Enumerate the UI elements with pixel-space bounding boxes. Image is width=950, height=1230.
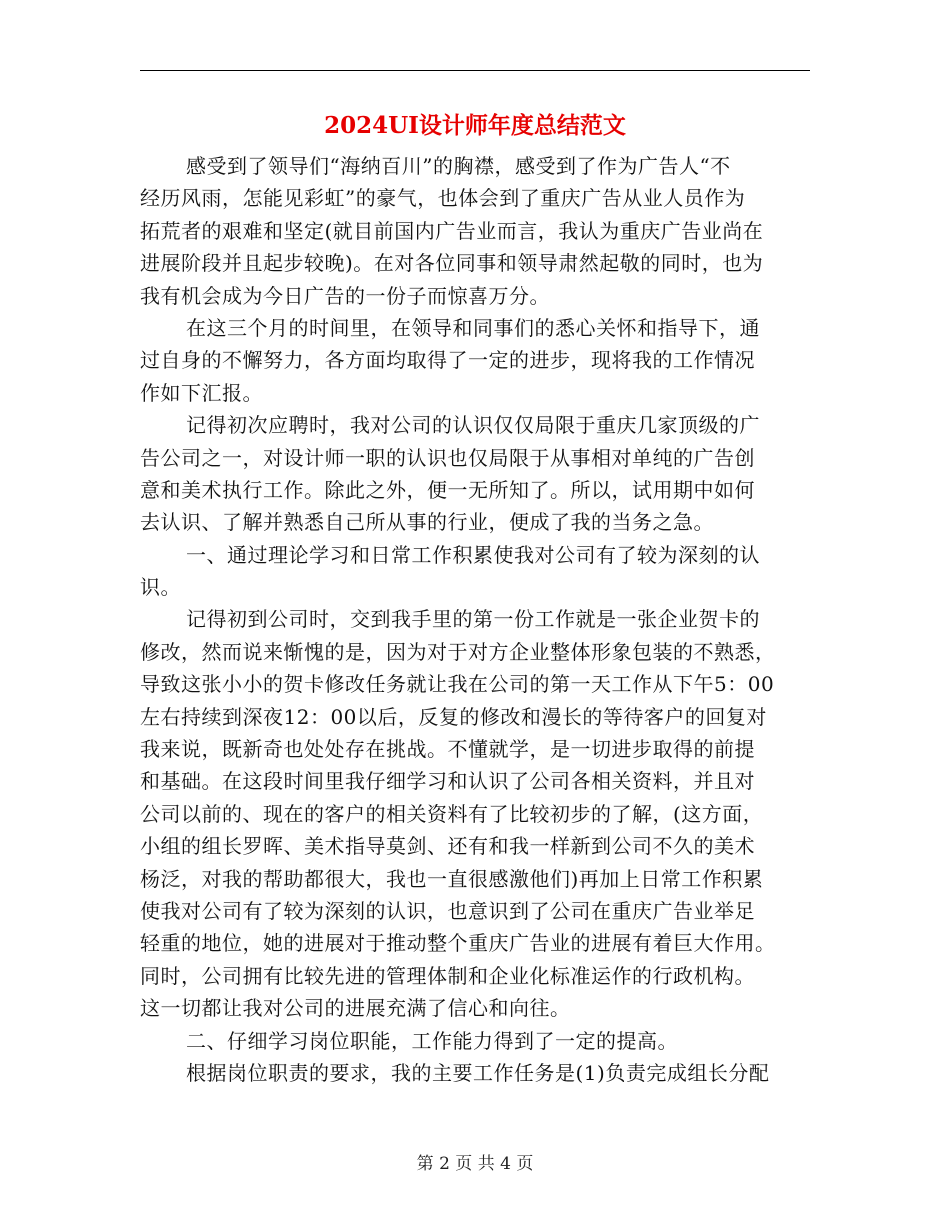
- document-body: [140, 150, 808, 1089]
- text-line: 导致这张小小的贺卡修改任务就让我在公司的第一天工作从下午5：00: [140, 672, 775, 697]
- text-line: 这一切都让我对公司的进展充满了信心和向往。: [140, 996, 571, 1021]
- text-line: 作如下汇报。: [140, 380, 263, 405]
- text-line: 根据岗位职责的要求，我的主要工作任务是(1)负责完成组长分配: [186, 1060, 770, 1085]
- text-line: 进展阶段并且起步较晚)。在对各位同事和领导肃然起敬的同时，也为: [140, 251, 764, 276]
- text-line: 经历风雨，怎能见彩虹”的豪气，也体会到了重庆广告从业人员作为: [140, 186, 746, 211]
- text-line: 在这三个月的时间里，在领导和同事们的悉心关怀和指导下，通: [186, 315, 760, 340]
- text-line: 识。: [140, 575, 181, 600]
- text-line: 小组的组长罗晖、美术指导莫剑、还有和我一样新到公司不久的美术: [140, 834, 755, 859]
- text-line: 感受到了领导们“海纳百川”的胸襟，感受到了作为广告人“不: [186, 154, 731, 178]
- text-line: 轻重的地位，她的进展对于推动整个重庆广告业的进展有着巨大作用。: [140, 931, 776, 956]
- header-rule: [140, 70, 810, 71]
- text-line: 同时，公司拥有比较先进的管理体制和企业化标准运作的行政机构。: [140, 963, 755, 988]
- text-line: 和基础。在这段时间里我仔细学习和认识了公司各相关资料，并且对: [140, 769, 755, 794]
- text-line: 左右持续到深夜12：00以后，反复的修改和漫长的等待客户的回复对: [140, 704, 767, 729]
- text-line: 意和美术执行工作。除此之外，便一无所知了。所以，试用期中如何: [140, 477, 755, 502]
- text-line: 一、通过理论学习和日常工作积累使我对公司有了较为深刻的认: [186, 542, 760, 567]
- text-line: 记得初到公司时，交到我手里的第一份工作就是一张企业贺卡的: [186, 607, 760, 632]
- text-line: 杨泛，对我的帮助都很大，我也一直很感激他们)再加上日常工作积累: [140, 866, 764, 891]
- text-line: 去认识、了解并熟悉自己所从事的行业，便成了我的当务之急。: [140, 510, 714, 535]
- page-footer: 第 2 页 共 4 页: [416, 1154, 534, 1174]
- text-line: 修改，然而说来惭愧的是，因为对于对方企业整体形象包装的不熟悉，: [140, 639, 776, 664]
- text-line: 告公司之一，对设计师一职的认识也仅局限于从事相对单纯的广告创: [140, 445, 755, 470]
- text-line: 拓荒者的艰难和坚定(就目前国内广告业而言，我认为重庆广告业尚在: [140, 218, 764, 243]
- text-line: 我有机会成为今日广告的一份子而惊喜万分。: [140, 283, 550, 308]
- text-line: 二、仔细学习岗位职能，工作能力得到了一定的提高。: [186, 1028, 678, 1053]
- text-line: 过自身的不懈努力，各方面均取得了一定的进步，现将我的工作情况: [140, 348, 755, 373]
- text-line: 使我对公司有了较为深刻的认识，也意识到了公司在重庆广告业举足: [140, 898, 755, 923]
- text-line: 我来说，既新奇也处处存在挑战。不懂就学，是一切进步取得的前提: [140, 737, 755, 762]
- text-line: 公司以前的、现在的客户的相关资料有了比较初步的了解，(这方面，: [140, 801, 764, 826]
- document-title: 2024UI设计师年度总结范文: [324, 112, 626, 139]
- text-line: 记得初次应聘时，我对公司的认识仅仅局限于重庆几家顶级的广: [186, 413, 760, 438]
